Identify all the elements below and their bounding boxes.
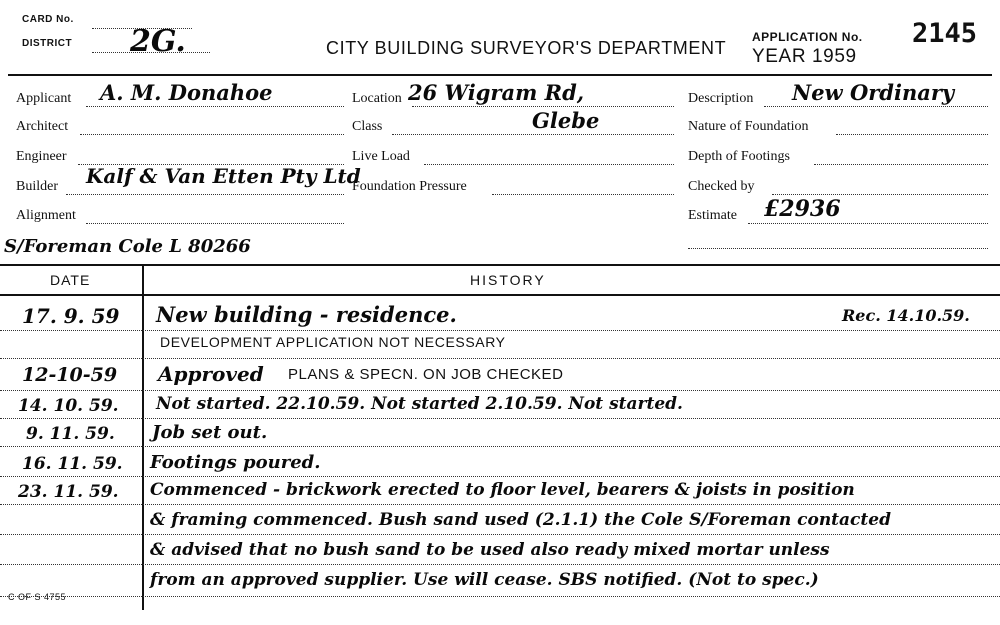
form-code: C OF S 4755: [8, 592, 67, 602]
depth-label: Depth of Footings: [688, 149, 790, 164]
alignment-line: [86, 223, 344, 224]
applicant-label: Applicant: [16, 91, 72, 106]
row-history: from an approved supplier. Use will cease. SBS notified. (Not to spec.): [150, 570, 819, 590]
row-history: PLANS & SPECN. ON JOB CHECKED: [288, 366, 564, 383]
architect-line: [80, 134, 344, 135]
builder-value: Kalf & Van Etten Pty Ltd: [86, 164, 361, 188]
header-divider: [8, 74, 992, 76]
applicant-line: [86, 106, 344, 107]
row-rule: [0, 446, 1000, 447]
checked-line: [772, 194, 988, 195]
card-no-label: CARD No.: [22, 14, 74, 25]
estimate-value: £2936: [764, 196, 841, 222]
location-line: [412, 106, 674, 107]
row-date: 14. 10. 59.: [18, 396, 119, 416]
row-date: 12-10-59: [22, 364, 118, 386]
location-value-2: Glebe: [532, 108, 600, 133]
description-line: [764, 106, 988, 107]
builder-line: [66, 194, 344, 195]
checked-label: Checked by: [688, 179, 755, 194]
table-top-border: [0, 264, 1000, 266]
foundation-pressure-line: [492, 194, 674, 195]
history-header: HISTORY: [470, 272, 546, 288]
description-value: New Ordinary: [792, 80, 955, 105]
row-rule: [0, 330, 1000, 331]
row-date: 23. 11. 59.: [18, 482, 119, 502]
row-rule: [0, 358, 1000, 359]
nature-line: [836, 134, 988, 135]
row-history: Not started. 22.10.59. Not started 2.10.59. Not started.: [156, 394, 683, 414]
nature-label: Nature of Foundation: [688, 119, 809, 134]
row-rule: [0, 534, 1000, 535]
district-value: 2G.: [130, 24, 186, 59]
engineer-label: Engineer: [16, 149, 67, 164]
row-history: Job set out.: [152, 422, 268, 443]
table-header-divider: [0, 294, 1000, 296]
row-history: Footings poured.: [150, 452, 321, 473]
district-label: DISTRICT: [22, 38, 73, 49]
architect-label: Architect: [16, 119, 69, 134]
row-history: Commenced - brickwork erected to floor level, bearers & joists in position: [150, 480, 855, 500]
class-label: Class: [352, 119, 383, 134]
row-date: 16. 11. 59.: [22, 454, 123, 474]
row-date: 9. 11. 59.: [26, 424, 115, 444]
estimate-line: [748, 223, 988, 224]
date-column-divider: [142, 264, 144, 610]
row-rule: [0, 390, 1000, 391]
depth-line: [814, 164, 988, 165]
row-history: & framing commenced. Bush sand used (2.1.1) the Cole S/Foreman contacted: [150, 510, 891, 530]
date-header: DATE: [50, 272, 91, 288]
row-date: 17. 9. 59: [22, 304, 120, 328]
applicant-value: A. M. Donahoe: [100, 80, 273, 105]
live-load-label: Live Load: [352, 149, 410, 164]
row-history: & advised that no bush sand to be used also ready mixed mortar unless: [150, 540, 830, 560]
row-rule: [0, 596, 1000, 597]
live-load-line: [424, 164, 674, 165]
department-title: CITY BUILDING SURVEYOR'S DEPARTMENT: [326, 38, 727, 58]
application-number: 2145: [912, 18, 978, 49]
row-rule: [0, 418, 1000, 419]
estimate-label: Estimate: [688, 208, 737, 223]
application-label: APPLICATION No.: [752, 30, 863, 44]
row-history: DEVELOPMENT APPLICATION NOT NECESSARY: [160, 334, 506, 350]
row-rule: [0, 504, 1000, 505]
alignment-label: Alignment: [16, 208, 76, 223]
row-history: New building - residence.: [156, 302, 457, 327]
extra-line: [688, 248, 988, 249]
year-label: YEAR 1959: [752, 46, 857, 67]
builder-label: Builder: [16, 179, 58, 194]
row-rule: [0, 564, 1000, 565]
foundation-pressure-label: Foundation Pressure: [352, 179, 467, 194]
class-line: [392, 134, 674, 135]
description-label: Description: [688, 91, 754, 106]
row-note: Rec. 14.10.59.: [842, 306, 970, 325]
location-label: Location: [352, 91, 402, 106]
foreman-note: S/Foreman Cole L 80266: [4, 236, 251, 257]
location-value: 26 Wigram Rd,: [408, 80, 585, 105]
row-rule: [0, 476, 1000, 477]
row-history-hand: Approved: [158, 362, 264, 386]
